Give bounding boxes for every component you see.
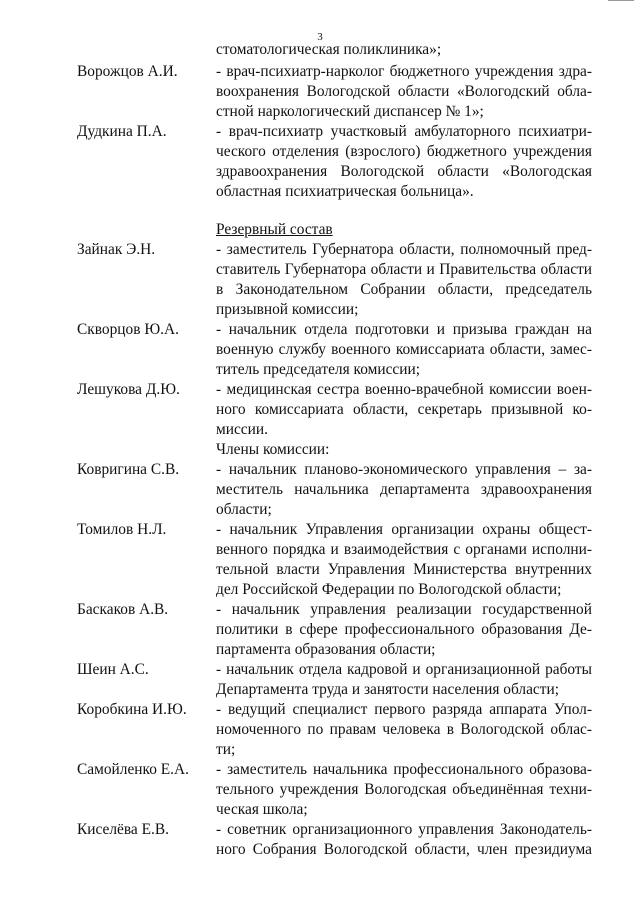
page-number: 3 <box>317 31 323 43</box>
member-name: Киселёва Е.В. <box>77 821 169 838</box>
member-description-line: титель председателя комиссии; <box>216 361 421 378</box>
member-description-line: здравоохранения Вологодской области «Вологодская <box>216 163 592 180</box>
member-description-line: ческая школа; <box>216 801 308 818</box>
member-description-line: в Законодательном Собрании области, председатель <box>216 281 592 298</box>
member-description-line: ческого отделения (взрослого) бюджетного учреждения <box>216 143 592 160</box>
member-name: Зайнак Э.Н. <box>77 241 156 258</box>
member-description-line: ставитель Губернатора области и Правительства области <box>216 261 592 278</box>
member-description-line: - начальник управления реализации государственной <box>216 601 592 618</box>
member-description-line: дел Российской Федерации по Вологодской области; <box>216 581 562 598</box>
member-description-line: областная психиатрическая больница». <box>216 183 474 200</box>
member-description-line: стной наркологический диспансер № 1»; <box>216 103 484 120</box>
member-description-line: миссии. <box>216 421 268 438</box>
member-name: Дудкина П.А. <box>77 123 167 140</box>
member-name: Лешукова Д.Ю. <box>77 381 180 398</box>
member-description-line: - начальник планово-экономического управления – за- <box>216 461 592 478</box>
member-description-line: политики в сфере профессионального образования Де- <box>216 621 592 638</box>
member-name: Самойленко Е.А. <box>77 761 189 778</box>
member-name: Томилов Н.Л. <box>77 521 167 538</box>
member-name: Баскаков А.В. <box>77 601 169 618</box>
member-description-line: ного Собрания Вологодской области, член президиума <box>216 841 592 858</box>
member-description-line: меститель начальника департамента здравоохранения <box>216 481 592 498</box>
member-name: Скворцов Ю.А. <box>77 321 179 338</box>
member-description-line: - заместитель Губернатора области, полномочный пред- <box>216 241 592 258</box>
member-description-line: тельного учреждения Вологодская объединённая техни- <box>216 781 592 798</box>
member-description-line: венного порядка и взаимодействия с органами исполни- <box>216 541 592 558</box>
member-description-line: военную службу военного комиссариата области, замес- <box>216 341 592 358</box>
member-description-line: призывной комиссии; <box>216 301 359 318</box>
member-description-line: - врач-психиатр-нарколог бюджетного учреждения здра- <box>216 63 592 80</box>
member-description-line: партамента образования области; <box>216 641 436 658</box>
member-description-line: - ведущий специалист первого разряда аппарата Упол- <box>216 701 592 718</box>
member-name: Ковригина С.В. <box>77 461 180 478</box>
member-description-line: Департамента труда и занятости населения области; <box>216 681 559 698</box>
member-name: Ворожцов А.И. <box>77 63 178 80</box>
member-description-line: - заместитель начальника профессионального образова- <box>216 761 592 778</box>
reserve-heading: Резервный состав <box>216 221 333 238</box>
member-description-line: - начальник Управления организации охраны общест- <box>216 521 592 538</box>
member-description-line: - врач-психиатр участковый амбулаторного психиатри- <box>216 123 592 140</box>
member-description-line: области; <box>216 501 272 518</box>
member-name: Коробкина И.Ю. <box>77 701 187 718</box>
member-description-line: номоченного по правам человека в Вологодской облас- <box>216 721 592 738</box>
member-description-line: тельной власти Управления Министерства внутренних <box>216 561 592 578</box>
member-description-line: - начальник отдела подготовки и призыва граждан на <box>216 321 592 338</box>
member-description-line: - начальник отдела кадровой и организационной работы <box>216 661 592 678</box>
member-description-line: ти; <box>216 741 236 758</box>
member-name: Шеин А.С. <box>77 661 149 678</box>
member-description-line: воохранения Вологодской области «Вологодский обла- <box>216 83 592 100</box>
members-heading: Члены комиссии: <box>216 441 330 458</box>
member-description-line: - советник организационного управления Законодатель- <box>216 821 592 838</box>
member-description-line: - медицинская сестра военно-врачебной комиссии воен- <box>216 381 592 398</box>
page-corner-mark <box>608 0 634 5</box>
continuation-line: стоматологическая поликлиника»; <box>216 41 442 58</box>
member-description-line: ного комиссариата области, секретарь призывной ко- <box>216 401 592 418</box>
